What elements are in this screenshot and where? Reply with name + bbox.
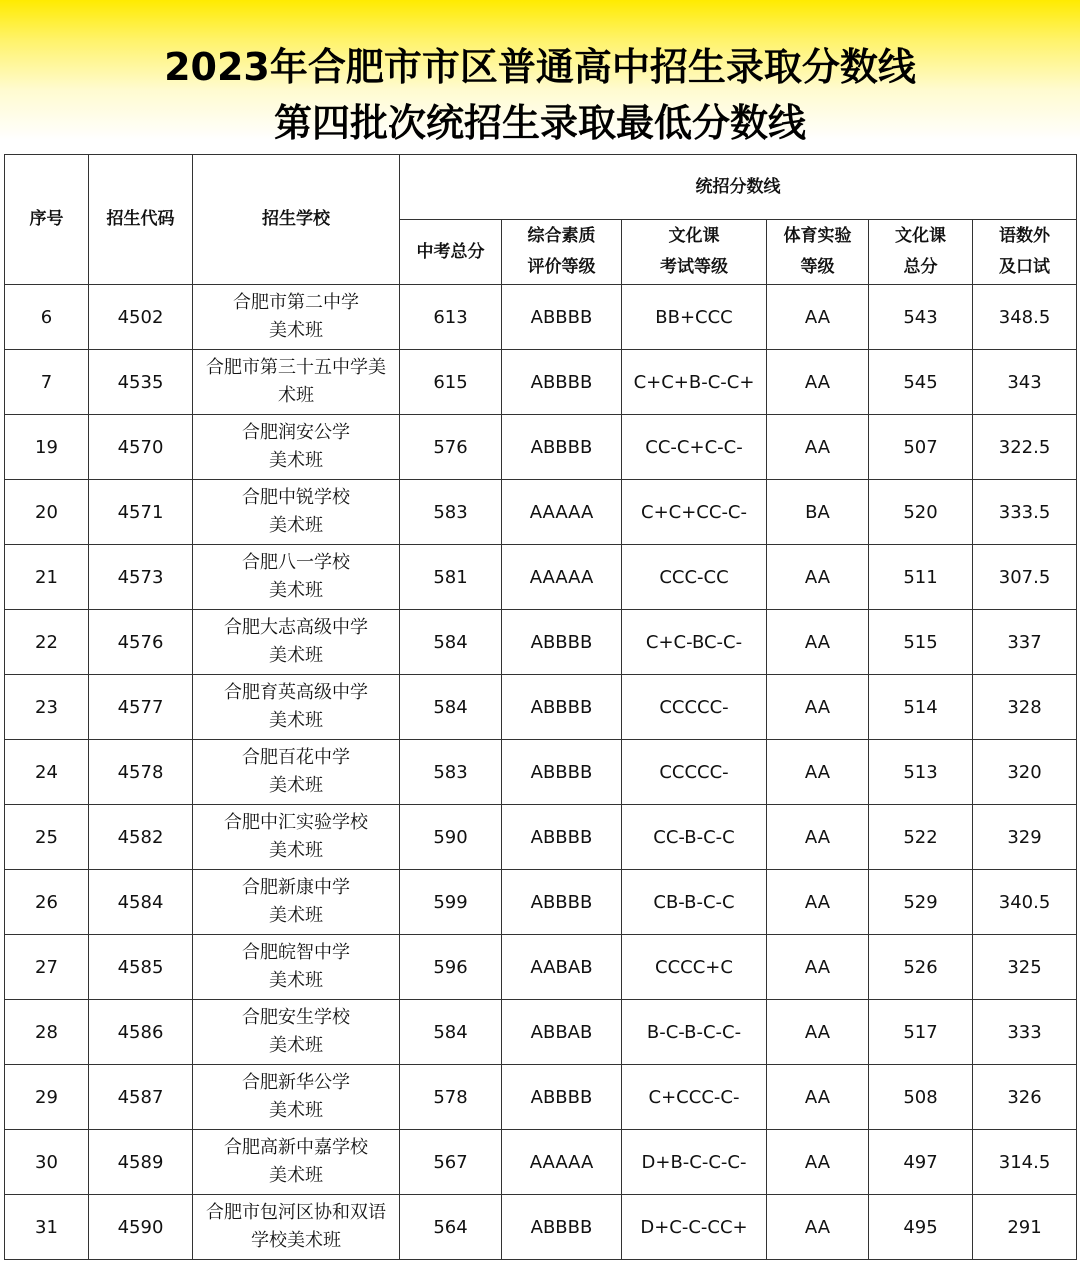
cell-seq: 21	[5, 545, 89, 610]
table-row	[5, 1130, 1077, 1195]
cell-code: 4589	[89, 1130, 193, 1195]
table-row	[5, 285, 1077, 350]
cell-culture-total: 529	[869, 870, 973, 935]
cell-lang: 322.5	[973, 415, 1077, 480]
school-name-line1: 合肥新康中学	[242, 877, 350, 898]
school-name-line2: 美术班	[269, 645, 323, 666]
cell-quality: AABAB	[502, 935, 622, 1000]
cell-exam: BB+CCC	[622, 285, 767, 350]
header-pe-line2: 等级	[800, 257, 835, 277]
school-name-line2: 美术班	[269, 320, 323, 341]
cell-school	[193, 480, 400, 545]
cell-culture-total: 495	[869, 1195, 973, 1260]
cell-culture-total: 514	[869, 675, 973, 740]
table-row	[5, 545, 1077, 610]
cell-code: 4502	[89, 285, 193, 350]
header-culture-total-line1: 文化课	[895, 226, 946, 246]
cell-quality: AAAAA	[502, 1130, 622, 1195]
cell-school	[193, 1130, 400, 1195]
cell-quality: ABBAB	[502, 1000, 622, 1065]
header-pe-line1: 体育实验	[783, 226, 852, 246]
header-culture-total	[869, 220, 973, 285]
cell-quality: ABBBB	[502, 675, 622, 740]
cell-quality: ABBBB	[502, 285, 622, 350]
school-name-line1: 合肥大志高级中学	[224, 617, 368, 638]
cell-exam: C+CCC-C-	[622, 1065, 767, 1130]
cell-lang: 333	[973, 1000, 1077, 1065]
cell-culture-total: 511	[869, 545, 973, 610]
cell-code: 4585	[89, 935, 193, 1000]
cell-seq: 28	[5, 1000, 89, 1065]
cell-culture-total: 507	[869, 415, 973, 480]
school-name-line2: 美术班	[269, 970, 323, 991]
cell-exam: CC-C+C-C-	[622, 415, 767, 480]
cell-total: 581	[400, 545, 502, 610]
cell-quality: ABBBB	[502, 1065, 622, 1130]
cell-seq: 20	[5, 480, 89, 545]
header-culture-exam-line1: 文化课	[668, 226, 720, 246]
cell-total: 596	[400, 935, 502, 1000]
school-name-line2: 美术班	[269, 775, 323, 796]
school-name-line2: 学校美术班	[251, 1230, 341, 1251]
cell-code: 4578	[89, 740, 193, 805]
cell-school	[193, 610, 400, 675]
header-group: 统招分数线	[400, 155, 1077, 220]
school-name-line2: 美术班	[269, 840, 323, 861]
cell-quality: ABBBB	[502, 740, 622, 805]
page-subtitle: 第四批次统招生录取最低分数线	[273, 101, 806, 145]
cell-pe: AA	[767, 1000, 869, 1065]
cell-code: 4573	[89, 545, 193, 610]
school-name-line1: 合肥百花中学	[242, 747, 350, 768]
cell-culture-total: 513	[869, 740, 973, 805]
cell-school	[193, 740, 400, 805]
header-school: 招生学校	[193, 155, 400, 285]
table-row	[5, 480, 1077, 545]
table-row	[5, 805, 1077, 870]
cell-seq: 19	[5, 415, 89, 480]
cell-culture-total: 515	[869, 610, 973, 675]
cell-seq: 29	[5, 1065, 89, 1130]
school-name-line2: 美术班	[269, 710, 323, 731]
cell-school	[193, 870, 400, 935]
cell-exam: C+C+B-C-C+	[622, 350, 767, 415]
header-culture-total-line2: 总分	[903, 257, 938, 277]
cell-lang: 329	[973, 805, 1077, 870]
cell-seq: 31	[5, 1195, 89, 1260]
table-row	[5, 1195, 1077, 1260]
cell-code: 4582	[89, 805, 193, 870]
school-name-line1: 合肥新华公学	[242, 1072, 350, 1093]
cell-seq: 23	[5, 675, 89, 740]
table-row	[5, 740, 1077, 805]
cell-exam: B-C-B-C-C-	[622, 1000, 767, 1065]
header-pe	[767, 220, 869, 285]
school-name-line1: 合肥育英高级中学	[224, 682, 368, 703]
cell-pe: AA	[767, 675, 869, 740]
cell-pe: AA	[767, 1130, 869, 1195]
cell-school	[193, 1000, 400, 1065]
header-seq: 序号	[5, 155, 89, 285]
cell-pe: AA	[767, 350, 869, 415]
cell-code: 4535	[89, 350, 193, 415]
school-name-line2: 美术班	[269, 515, 323, 536]
school-name-line1: 合肥润安公学	[242, 422, 350, 443]
school-name-line2: 美术班	[269, 1100, 323, 1121]
header-culture-exam	[622, 220, 767, 285]
cell-lang: 340.5	[973, 870, 1077, 935]
cell-seq: 27	[5, 935, 89, 1000]
cell-pe: AA	[767, 285, 869, 350]
table-row	[5, 610, 1077, 675]
cell-quality: ABBBB	[502, 610, 622, 675]
cell-school	[193, 285, 400, 350]
cell-lang: 337	[973, 610, 1077, 675]
header-culture-exam-line2: 考试等级	[660, 257, 728, 277]
cell-code: 4571	[89, 480, 193, 545]
cell-exam: D+B-C-C-C-	[622, 1130, 767, 1195]
cell-code: 4584	[89, 870, 193, 935]
cell-pe: AA	[767, 870, 869, 935]
cell-total: 584	[400, 675, 502, 740]
cell-lang: 320	[973, 740, 1077, 805]
school-name-line1: 合肥高新中嘉学校	[224, 1137, 368, 1158]
cell-lang: 326	[973, 1065, 1077, 1130]
cell-code: 4586	[89, 1000, 193, 1065]
cell-lang: 291	[973, 1195, 1077, 1260]
cell-school	[193, 350, 400, 415]
header-quality-line1: 综合素质	[527, 226, 596, 246]
header-quality-line2: 评价等级	[527, 257, 596, 277]
cell-quality: ABBBB	[502, 870, 622, 935]
cell-lang: 325	[973, 935, 1077, 1000]
header-lang-line1: 语数外	[999, 226, 1051, 246]
cell-quality: ABBBB	[502, 350, 622, 415]
cell-school	[193, 1065, 400, 1130]
table-row	[5, 415, 1077, 480]
cell-lang: 307.5	[973, 545, 1077, 610]
cell-lang: 343	[973, 350, 1077, 415]
cell-school	[193, 545, 400, 610]
header-quality	[502, 220, 622, 285]
school-name-line1: 合肥八一学校	[242, 552, 350, 573]
cell-culture-total: 545	[869, 350, 973, 415]
cell-seq: 25	[5, 805, 89, 870]
title-banner	[0, 0, 1080, 155]
cell-culture-total: 520	[869, 480, 973, 545]
cell-seq: 22	[5, 610, 89, 675]
cell-exam: C+C+CC-C-	[622, 480, 767, 545]
cell-pe: AA	[767, 1195, 869, 1260]
cell-lang: 314.5	[973, 1130, 1077, 1195]
header-code: 招生代码	[89, 155, 193, 285]
cell-quality: ABBBB	[502, 415, 622, 480]
cell-school	[193, 935, 400, 1000]
cell-culture-total: 508	[869, 1065, 973, 1130]
school-name-line2: 术班	[278, 385, 314, 406]
cell-exam: D+C-C-CC+	[622, 1195, 767, 1260]
header-total: 中考总分	[400, 220, 502, 285]
cell-seq: 26	[5, 870, 89, 935]
school-name-line2: 美术班	[269, 450, 323, 471]
school-name-line1: 合肥市第三十五中学美	[206, 357, 386, 378]
cell-lang: 328	[973, 675, 1077, 740]
cell-seq: 6	[5, 285, 89, 350]
page-title: 2023年合肥市市区普通高中招生录取分数线	[164, 45, 916, 89]
cell-pe: AA	[767, 740, 869, 805]
header-lang	[973, 220, 1077, 285]
cell-total: 576	[400, 415, 502, 480]
school-name-line2: 美术班	[269, 905, 323, 926]
cell-quality: AAAAA	[502, 480, 622, 545]
school-name-line1: 合肥中锐学校	[242, 487, 350, 508]
cell-code: 4570	[89, 415, 193, 480]
cell-pe: AA	[767, 610, 869, 675]
admission-score-table	[4, 154, 1077, 1260]
cell-pe: AA	[767, 805, 869, 870]
cell-culture-total: 543	[869, 285, 973, 350]
table-row	[5, 1065, 1077, 1130]
cell-exam: CCC-CC	[622, 545, 767, 610]
cell-code: 4577	[89, 675, 193, 740]
cell-code: 4576	[89, 610, 193, 675]
cell-total: 584	[400, 610, 502, 675]
cell-total: 613	[400, 285, 502, 350]
cell-exam: CC-B-C-C	[622, 805, 767, 870]
cell-seq: 24	[5, 740, 89, 805]
cell-pe: AA	[767, 1065, 869, 1130]
cell-pe: BA	[767, 480, 869, 545]
cell-culture-total: 517	[869, 1000, 973, 1065]
cell-pe: AA	[767, 935, 869, 1000]
cell-exam: CCCC+C	[622, 935, 767, 1000]
school-name-line2: 美术班	[269, 580, 323, 601]
cell-exam: C+C-BC-C-	[622, 610, 767, 675]
cell-culture-total: 526	[869, 935, 973, 1000]
cell-culture-total: 497	[869, 1130, 973, 1195]
cell-lang: 333.5	[973, 480, 1077, 545]
school-name-line1: 合肥市第二中学	[233, 292, 359, 313]
cell-total: 590	[400, 805, 502, 870]
cell-total: 583	[400, 480, 502, 545]
cell-total: 583	[400, 740, 502, 805]
cell-pe: AA	[767, 415, 869, 480]
cell-quality: ABBBB	[502, 805, 622, 870]
table-row	[5, 935, 1077, 1000]
cell-school	[193, 675, 400, 740]
school-name-line1: 合肥皖智中学	[242, 942, 350, 963]
cell-quality: AAAAA	[502, 545, 622, 610]
cell-code: 4587	[89, 1065, 193, 1130]
cell-total: 564	[400, 1195, 502, 1260]
cell-culture-total: 522	[869, 805, 973, 870]
table-row	[5, 350, 1077, 415]
cell-school	[193, 805, 400, 870]
school-name-line1: 合肥中汇实验学校	[224, 812, 368, 833]
cell-total: 578	[400, 1065, 502, 1130]
cell-exam: CB-B-C-C	[622, 870, 767, 935]
cell-total: 567	[400, 1130, 502, 1195]
school-name-line1: 合肥市包河区协和双语	[206, 1202, 386, 1223]
cell-quality: ABBBB	[502, 1195, 622, 1260]
table-row	[5, 1000, 1077, 1065]
cell-lang: 348.5	[973, 285, 1077, 350]
school-name-line2: 美术班	[269, 1035, 323, 1056]
school-name-line2: 美术班	[269, 1165, 323, 1186]
table-row	[5, 675, 1077, 740]
cell-code: 4590	[89, 1195, 193, 1260]
cell-school	[193, 415, 400, 480]
cell-total: 584	[400, 1000, 502, 1065]
cell-school	[193, 1195, 400, 1260]
table-row	[5, 870, 1077, 935]
cell-pe: AA	[767, 545, 869, 610]
header-lang-line2: 及口试	[999, 257, 1051, 277]
cell-exam: CCCCC-	[622, 675, 767, 740]
cell-seq: 7	[5, 350, 89, 415]
cell-exam: CCCCC-	[622, 740, 767, 805]
cell-total: 599	[400, 870, 502, 935]
cell-total: 615	[400, 350, 502, 415]
cell-seq: 30	[5, 1130, 89, 1195]
school-name-line1: 合肥安生学校	[242, 1007, 350, 1028]
